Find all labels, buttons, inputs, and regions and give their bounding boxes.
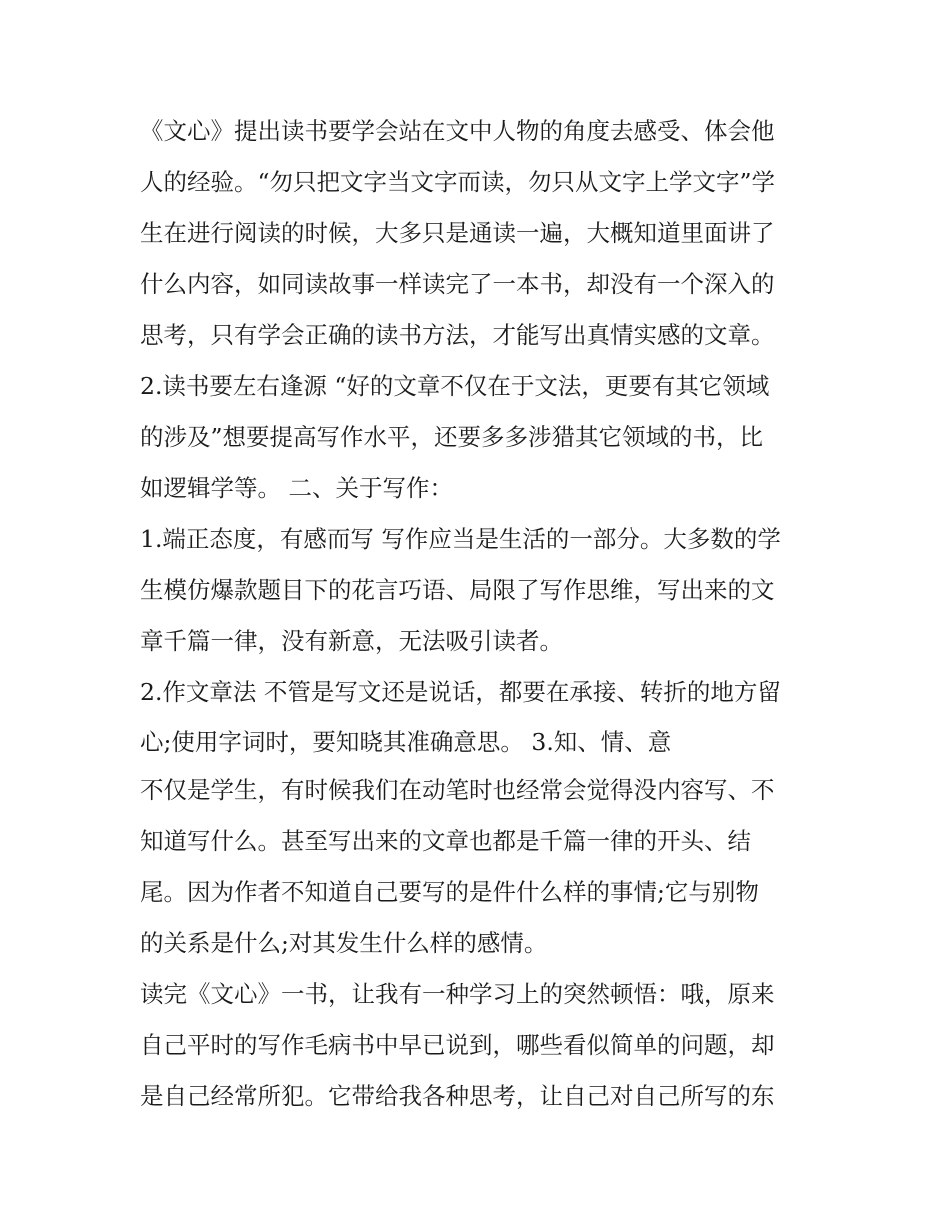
text-line-6: 2.读书要左右逢源 “好的文章不仅在于文法，更要有其它领域	[140, 372, 770, 400]
text-line-19: 自己平时的写作毛病书中早已说到，哪些看似简单的问题，却	[140, 1031, 775, 1059]
text-line-16: 尾。因为作者不知道自己要写的是件什么样的事情;它与别物	[140, 878, 759, 906]
text-line-11: 章千篇一律，没有新意，无法吸引读者。	[140, 627, 563, 655]
text-line-7: 的涉及”想要提高写作水平，还要多多涉猎其它领域的书，比	[140, 423, 764, 451]
text-line-13: 心;使用字词时，要知晓其准确意思。 3.知、情、意	[140, 728, 672, 756]
text-line-4: 什么内容，如同读故事一样读完了一本书，却没有一个深入的	[140, 270, 775, 298]
text-line-1: 《文心》提出读书要学会站在文中人物的角度去感受、体会他	[140, 117, 775, 145]
text-line-18: 读完《文心》一书，让我有一种学习上的突然顿悟：哦，原来	[140, 980, 775, 1008]
text-line-9: 1.端正态度，有感而写 写作应当是生活的一部分。大多数的学	[140, 525, 781, 553]
text-line-5: 思考，只有学会正确的读书方法，才能写出真情实感的文章。	[140, 321, 775, 349]
text-line-8: 如逻辑学等。 二、关于写作：	[140, 474, 453, 502]
text-line-10: 生模仿爆款题目下的花言巧语、局限了写作思维，写出来的文	[140, 576, 775, 604]
text-line-14: 不仅是学生，有时候我们在动笔时也经常会觉得没内容写、不	[140, 776, 775, 804]
text-line-17: 的关系是什么;对其发生什么样的感情。	[140, 929, 548, 957]
text-line-2: 人的经验。“勿只把文字当文字而读，勿只从文字上学文字”学	[140, 168, 776, 196]
text-line-15: 知道写什么。甚至写出来的文章也都是千篇一律的开头、结	[140, 827, 751, 855]
text-line-12: 2.作文章法 不管是写文还是说话，都要在承接、转折的地方留	[140, 678, 781, 706]
text-line-3: 生在进行阅读的时候，大多只是通读一遍，大概知道里面讲了	[140, 219, 775, 247]
text-line-20: 是自己经常所犯。它带给我各种思考，让自己对自己所写的东	[140, 1082, 775, 1110]
